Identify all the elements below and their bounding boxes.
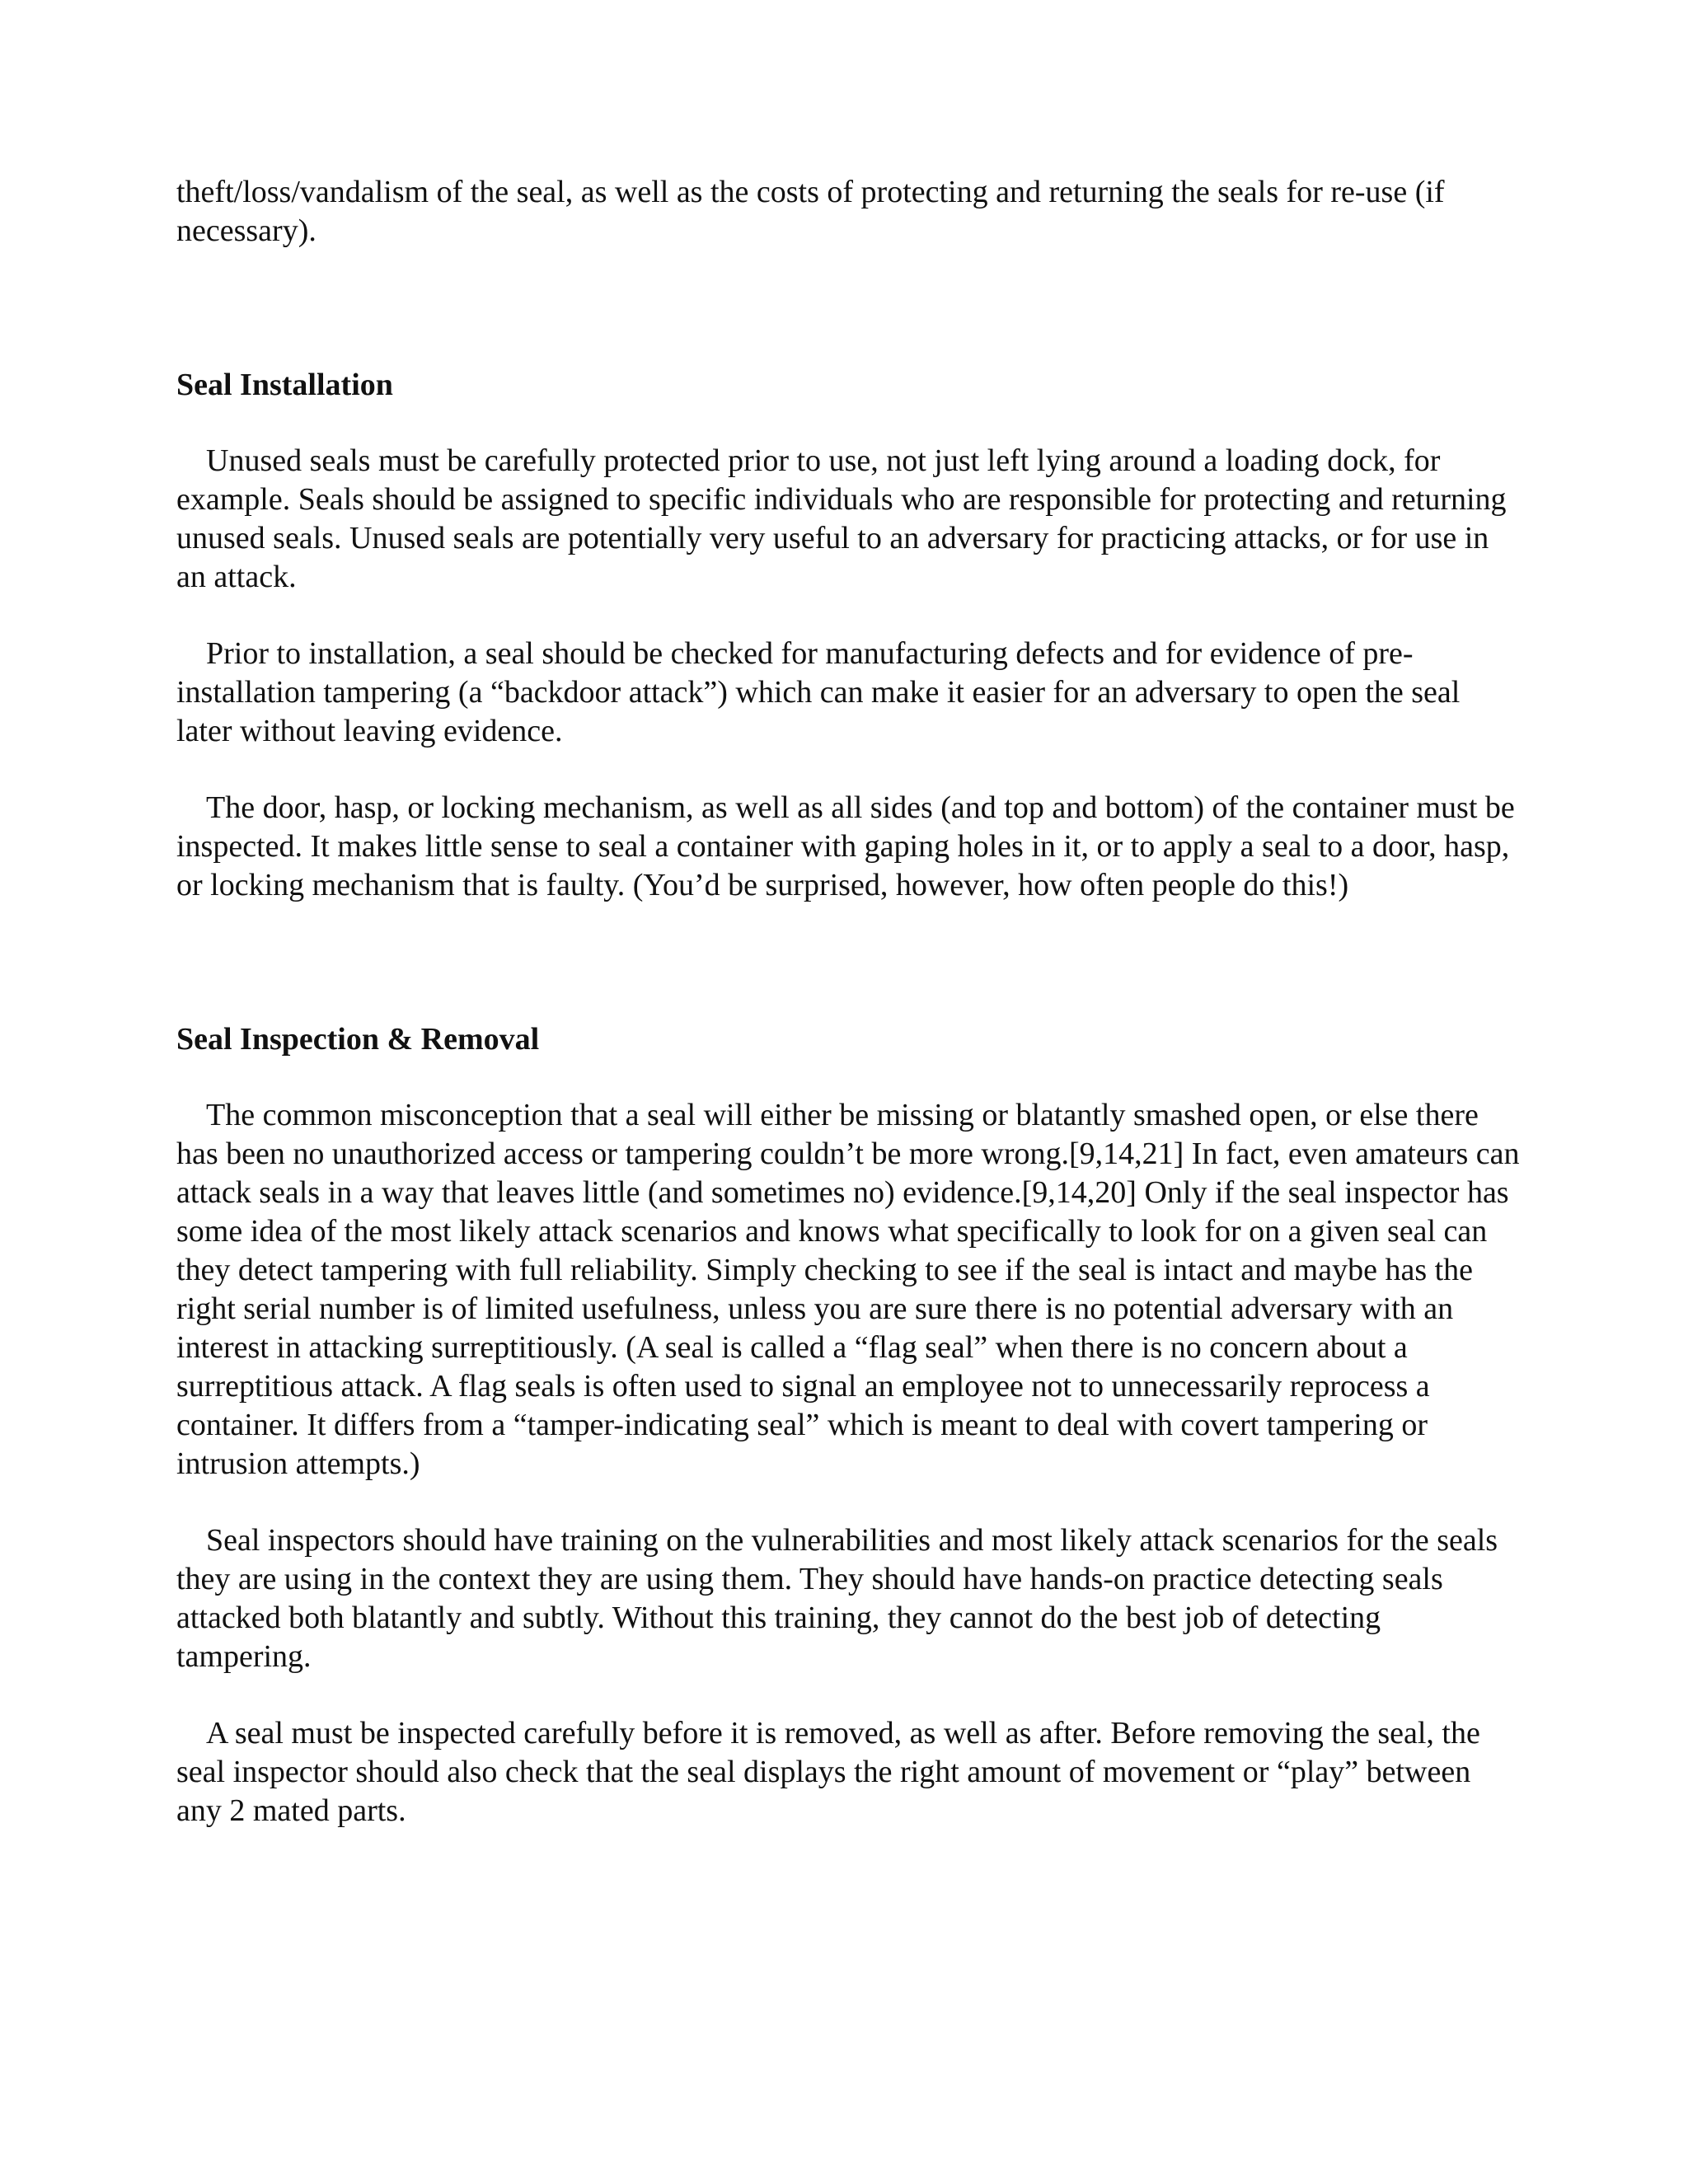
section-heading: Seal Installation bbox=[176, 368, 393, 402]
section-seal-inspection-removal bbox=[176, 1020, 1523, 1830]
paragraph: Unused seals must be carefully protected prior to use, not just left lying around a loading dock, for example. Seals should be assigned to specific individuals who are responsible for protecting and returning unused seals. Unused seals are potentially very useful to an adversary for practicing attacks, or for use in an attack. bbox=[176, 443, 1507, 594]
section-spacer bbox=[176, 905, 1523, 1020]
paragraph: The door, hasp, or locking mechanism, as well as all sides (and top and bottom) of the container must be inspected. It makes little sense to seal a container with gaping holes in it, or to apply a seal to a door, hasp, or locking mechanism that is faulty. (You’d be surprised, however, how often people do this!) bbox=[176, 790, 1515, 902]
section-seal-installation bbox=[176, 366, 1523, 905]
paragraph: Prior to installation, a seal should be checked for manufacturing defects and for evidence of pre-installation tampering (a “backdoor attack”) which can make it easier for an adversary to open the seal later without leaving evidence. bbox=[176, 636, 1461, 748]
section-heading: Seal Inspection & Removal bbox=[176, 1022, 540, 1057]
section-spacer bbox=[176, 251, 1523, 366]
paragraph: The common misconception that a seal will either be missing or blatantly smashed open, or else there has been no unauthorized access or tampering couldn’t be more wrong.[9,14,21] In fact, even amateurs can attack seals in a way that leaves little (and sometimes no) evidence.[9,14,20] Only if the seal inspector has some idea of the most likely attack scenarios and knows what specifically to look for on a given seal can they detect tampering with full reliability. Simply checking to see if the seal is intact and maybe has the right serial number is of limited usefulness, unless you are sure there is no potential adversary with an interest in attacking surreptitiously. (A seal is called a “flag seal” when there is no concern about a surreptitious attack. A flag seals is often used to signal an employee not to unnecessarily reprocess a container. It differs from a “tamper-indicating seal” which is meant to deal with covert tampering or intrusion attempts.) bbox=[176, 1098, 1520, 1481]
paragraph: A seal must be inspected carefully before it is removed, as well as after. Before removing the seal, the seal inspector should also check that the seal displays the right amount of movement or “play” between any 2 mated parts. bbox=[176, 1716, 1480, 1828]
paragraph: Seal inspectors should have training on the vulnerabilities and most likely attack scenarios for the seals they are using in the context they are using them. They should have hands-on practice detecting seals attacked both blatantly and subtly. Without this training, they cannot do the best job of detecting tampering. bbox=[176, 1523, 1498, 1674]
intro-paragraph: theft/loss/vandalism of the seal, as well as the costs of protecting and returning the seals for re-use (if necessary). bbox=[176, 175, 1445, 248]
